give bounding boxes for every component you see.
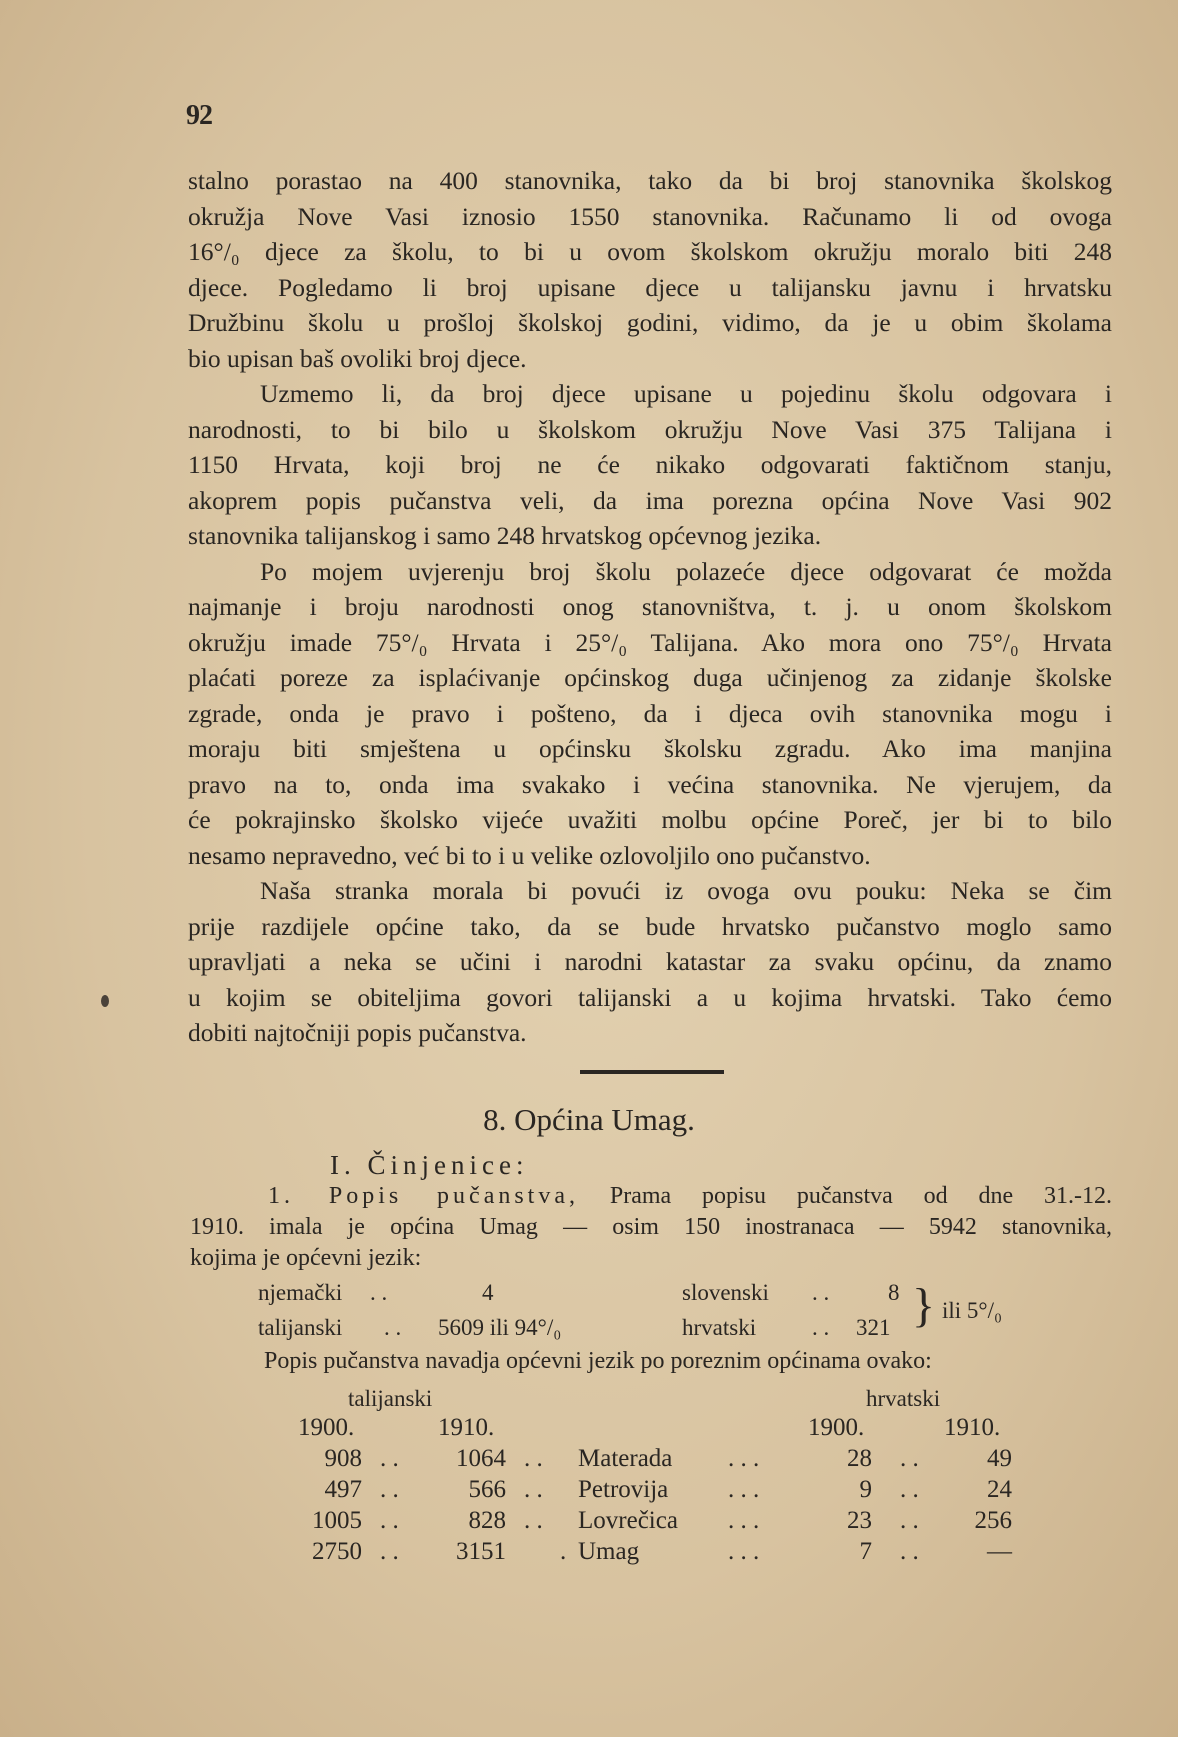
text-line: zgrade, onda je pravo i pošteno, da i djeca ovih stanovnika mogu i [188, 698, 1112, 728]
dot-leader: . . [524, 1445, 543, 1472]
dot-leader: . . [900, 1507, 919, 1534]
text-line: stanovnika talijanskog i samo 248 hrvatskog općevnog jezika. [188, 521, 822, 550]
dot-leader: . [560, 1538, 567, 1565]
text-line: prije razdijele općine tako, da se bude hrvatsko pučanstvo moglo samo [188, 911, 1112, 941]
cell-place: Umag [578, 1538, 640, 1565]
year-header: 1900. [298, 1414, 355, 1441]
cell-it-1910: 3151 [456, 1538, 506, 1565]
cell-it-1910: 828 [468, 1507, 506, 1534]
cell-place: Materada [578, 1445, 673, 1472]
text-line: će pokrajinsko školsko vijeće uvažiti molbu općine Poreč, jer bi to bilo [188, 805, 1112, 834]
page-number: 92 [186, 100, 212, 131]
text-line: Družbinu školu u prošloj školskoj godini, vidimo, da je u obim školama [188, 308, 1112, 337]
cell-it-1900: 1005 [312, 1507, 362, 1534]
text-line: Naša stranka morala bi povući iz ovoga ovu pouku: Neka se čim [260, 876, 1112, 905]
text-line: u kojim se obiteljima govori talijanski a u kojima hrvatski. Tako ćemo [188, 982, 1112, 1012]
text-line: nesamo nepravedno, već bi to i u velike ozlovoljilo ono pučanstvo. [188, 840, 871, 870]
dot-leader: . . . [728, 1538, 760, 1565]
lang-value: 321 [856, 1315, 891, 1340]
popis-text: Prama popisu pučanstva od dne 31.-12. [609, 1183, 1112, 1209]
lang-dots: . . [370, 1280, 388, 1305]
cell-hr-1900: 9 [859, 1476, 872, 1503]
dot-leader: . . . [728, 1507, 760, 1534]
text-line: akoprem popis pučanstva veli, da ima porezna općina Nove Vasi 902 [188, 485, 1112, 515]
cell-place: Petrovija [578, 1476, 669, 1503]
text-line: 1150 Hrvata, koji broj ne će nikako odgovarati faktičnom stanju, [188, 450, 1112, 479]
dot-leader: . . [900, 1445, 919, 1472]
lang-dots: . . [812, 1280, 830, 1305]
text-line: stalno porastao na 400 stanovnika, tako da bi broj stanovnika školskog [188, 166, 1112, 195]
lang-dots: . . [384, 1315, 402, 1340]
text-line: Uzmemo li, da broj djece upisane u pojedinu školu odgovara i [260, 379, 1112, 408]
lang-name: hrvatski [682, 1315, 757, 1340]
cell-hr-1900: 28 [847, 1445, 872, 1472]
text-line: djece. Pogledamo li broj upisane djece u talijansku javnu i hrvatsku [188, 272, 1112, 302]
dot-leader: . . . [728, 1445, 760, 1472]
cell-hr-1910: 24 [987, 1476, 1012, 1503]
text-line: 16°/₀ djece za školu, to bi u ovom školskom okružju moralo biti 248 [188, 237, 1112, 266]
lang-dots: . . [812, 1315, 830, 1340]
lang-name: njemački [258, 1280, 343, 1305]
text-line: narodnosti, to bi bilo u školskom okružju Nove Vasi 375 Talijana i [188, 414, 1112, 444]
text-line: upravljati a neka se učini i narodni katastar za svaku općinu, da znamo [188, 947, 1112, 976]
cell-hr-1900: 7 [859, 1538, 872, 1565]
cell-hr-1900: 23 [847, 1507, 872, 1534]
popis-line [190, 1181, 1112, 1212]
text-line: okružja Nove Vasi iznosio 1550 stanovnika. Računamo li od ovoga [188, 201, 1112, 231]
dot-leader: . . [900, 1538, 919, 1565]
lang-name: slovenski [682, 1280, 769, 1305]
subheading: I. Činjenice: [330, 1150, 529, 1180]
lang-value: 8 [888, 1280, 900, 1305]
dot-leader: . . [380, 1445, 399, 1472]
cell-hr-1910: 49 [987, 1445, 1012, 1472]
text-line: bio upisan baš ovoliki broj djece. [188, 343, 527, 373]
cell-hr-1910: 256 [974, 1507, 1012, 1534]
text-line: plaćati poreze za isplaćivanje općinskog duga učinjenog za zidanje školske [188, 663, 1112, 692]
year-header: 1910. [944, 1414, 1001, 1441]
dot-leader: . . [380, 1507, 399, 1534]
year-header: 1910. [438, 1414, 495, 1441]
section-title: 8. Općina Umag. [483, 1102, 695, 1137]
text-line: moraju biti smještena u općinsku školsku zgradu. Ako ima manjina [188, 734, 1112, 763]
cell-hr-1910: — [987, 1538, 1012, 1565]
text-line: najmanje i broju narodnosti onog stanovništva, t. j. u onom školskom [188, 592, 1112, 621]
year-header: 1900. [808, 1414, 865, 1441]
dot-leader: . . [380, 1476, 399, 1503]
group-header-croatian: hrvatski [866, 1386, 941, 1411]
dot-leader: . . [524, 1476, 543, 1503]
popis-paragraph [190, 1181, 1112, 1274]
cell-it-1900: 2750 [312, 1538, 362, 1565]
group-header-italian: talijanski [348, 1386, 433, 1411]
dot-leader: . . [380, 1538, 399, 1565]
lang-value: 5609 ili 94°/₀ [438, 1315, 562, 1340]
cell-it-1900: 497 [324, 1476, 362, 1503]
brace-glyph: } [912, 1279, 936, 1332]
lang-name: talijanski [258, 1315, 343, 1340]
popis-label: 1. Popis pučanstva, [268, 1183, 580, 1209]
cell-it-1900: 908 [324, 1445, 362, 1472]
lang-note: ili 5°/₀ [942, 1298, 1003, 1323]
text-line: Po mojem uvjerenju broj školu polazeće djece odgovarat će možda [260, 556, 1112, 586]
dot-leader: . . [900, 1476, 919, 1503]
dot-leader: . . . [728, 1476, 760, 1503]
popis-line: kojima je općevni jezik: [190, 1245, 422, 1271]
ink-spot [101, 995, 109, 1007]
cell-place: Lovrečica [578, 1507, 678, 1534]
table-intro: Popis pučanstva navadja općevni jezik po poreznim općinama ovako: [264, 1348, 932, 1374]
dot-leader: . . [524, 1507, 543, 1534]
text-line: pravo na to, onda ima svakako i većina stanovnika. Ne vjerujem, da [188, 769, 1112, 799]
cell-it-1910: 1064 [456, 1445, 506, 1472]
lang-value: 4 [482, 1280, 494, 1305]
text-line: dobiti najtočniji popis pučanstva. [188, 1018, 527, 1047]
section-divider [580, 1070, 724, 1074]
cell-it-1910: 566 [468, 1476, 506, 1503]
body-text [188, 163, 1112, 1051]
text-line: okružju imade 75°/₀ Hrvata i 25°/₀ Talijana. Ako mora ono 75°/₀ Hrvata [188, 627, 1112, 657]
popis-line: 1910. imala je općina Umag — osim 150 inostranaca — 5942 stanovnika, [190, 1214, 1112, 1240]
